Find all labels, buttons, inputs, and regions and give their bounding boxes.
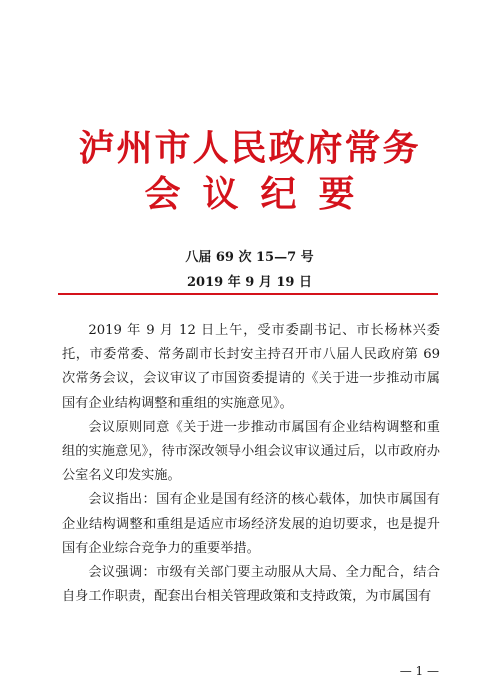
document-number: 八届 69 次 15—7 号 <box>185 250 314 265</box>
red-divider-line <box>58 293 438 295</box>
body-paragraph-3: 会议指出：国有企业是国有经济的核心载体，加快市属国有企业结构调整和重组是适应市场经济发展的迫切要求，也是提升国有企业综合竞争力的重要举措。 <box>62 492 440 556</box>
body-paragraph-2: 会议原则同意《关于进一步推动市属国有企业结构调整和重组的实施意见》，待市深改领导小组会议审议通过后，以市政府办公室名义印发实施。 <box>62 419 440 484</box>
page-number: — 1 — <box>399 664 439 678</box>
document-body <box>62 319 440 609</box>
body-paragraph-4: 会议强调：市级有关部门要主动服从大局、全力配合，结合自身工作职责，配套出台相关管理政策和支持政策，为市属国有 <box>62 565 440 605</box>
document-title-line2: 会议纪要 <box>144 173 377 215</box>
document-date: 2019 年 9 月 19 日 <box>187 275 312 290</box>
body-paragraph-1: 2019 年 9 月 12 日上午，受市委副书记、市长杨林兴委托，市委常委、常务副市长封安主持召开市八届人民政府第 69 次常务会议，会议审议了市国资委提请的《关于进一步推动市属国有企业结构调整和重组的实施意见》。 <box>62 323 440 411</box>
document-title-line1: 泸州市人民政府常务 <box>78 127 421 169</box>
